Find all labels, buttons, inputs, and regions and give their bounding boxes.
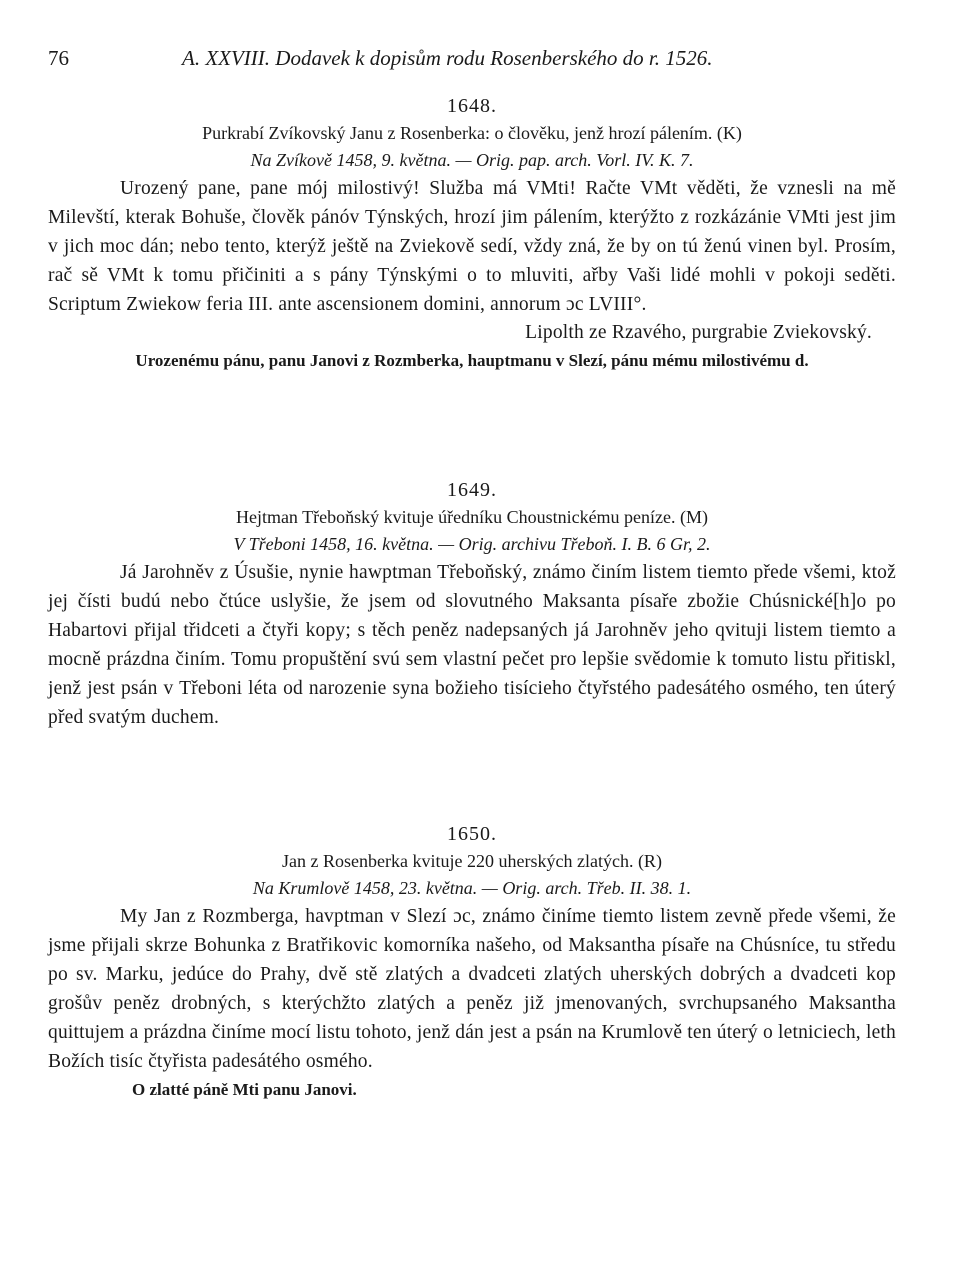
page-number: 76 bbox=[48, 46, 69, 70]
document-number: 1649. bbox=[447, 479, 497, 501]
document-source: V Třeboni 1458, 16. května. — Orig. archivu Třeboň. I. B. 6 Gr, 2. bbox=[233, 534, 711, 554]
document-address: Urozenému pánu, panu Janovi z Rozmberka, hauptmanu v Slezí, pánu mému milostivému d. bbox=[135, 351, 809, 370]
document-closing: O zlatté páně Mti panu Janovi. bbox=[132, 1080, 357, 1099]
document-body: Urozený pane, pane mój milostivý! Služba má VMti! Račte VMt věděti, že vznesli na mě Milevští, kterak Bohuše, člověk pánóv Týnských, hrozí jim pálením, kterýžto z rozkázánie VMti jest jim v jich moc dán; nebo tento, kterýž ještě na Zviekově sedí, vždy zná, že by on tú ženú vinen byl. Prosím, rač sě VMt k tomu přičiniti a s pány Týnskými o to mluviti, ařby Vaši lidé mohli v pokoji seděti. Scriptum Zwiekow feria III. ante ascensionem domini, annorum ɔc LVIII°. bbox=[48, 178, 896, 315]
document-number: 1650. bbox=[447, 823, 497, 845]
document-body: My Jan z Rozmberga, havptman v Slezí ɔc, známo činíme tiemto listem zevně přede všemi, že jsme přijali skrze Bohunka z Bratřikovic komorníka našeho, od Maksantha písaře na Chúsníce, tu středu po sv. Marku, jedúce do Prahy, dvě stě zlatých a dvadceti zlatých uherských dobrých a dvadceti kop grošův peněz drobných, s kterýchžto zlatých a peněz již jmenovaných, svrchupsaného Maksantha quittujem a prázdna činíme mocí listu tohoto, jenž dán jest a psán na Krumlově ten úterý o letniciech, leth Božích tisíc čtyřista padesátého osmého. bbox=[48, 906, 896, 1072]
page-header bbox=[48, 46, 896, 72]
document-number: 1648. bbox=[447, 95, 497, 117]
running-head: A. XXVIII. Dodavek k dopisům rodu Rosenberského do r. 1526. bbox=[182, 46, 713, 70]
document-title: Purkrabí Zvíkovský Janu z Rosenberka: o člověku, jenž hrozí pálením. (K) bbox=[202, 123, 742, 143]
document-title: Hejtman Třeboňský kvituje úředníku Choustnickému peníze. (M) bbox=[235, 507, 709, 527]
document-1650 bbox=[48, 820, 896, 1104]
document-title: Jan z Rosenberka kvituje 220 uherských zlatých. (R) bbox=[282, 851, 662, 871]
document-1649 bbox=[48, 476, 896, 732]
document-source: Na Krumlově 1458, 23. května. — Orig. arch. Třeb. II. 38. 1. bbox=[252, 878, 692, 898]
document-body: Já Jarohněv z Úsušie, nynie hawptman Třeboňský, známo činím listem tiemto přede všemi, ktož jej čísti budú nebo čtúce uslyšie, že jsem od slovutného Maksanta písaře zbožie Chúsnické[h]o po Habartovi přijal třidceti a čtyři kopy; s těch peněz nadepsaných já Jarohněv jeho qvituji listem tiemto a mocně prázdna činím. Tomu propuštění svú sem vlastní pečet pro lepšie svědomie k tomuto listu přitiskl, jenž jest psán v Třeboni léta od narozenie syna božieho tisícieho čtyřstého padesátého osmého, ten úterý před svatým duchem. bbox=[48, 562, 896, 728]
document-signature: Lipolth ze Rzavého, purgrabie Zviekovský. bbox=[525, 322, 872, 343]
document-source: Na Zvíkově 1458, 9. května. — Orig. pap. arch. Vorl. IV. K. 7. bbox=[250, 150, 694, 170]
document-1648 bbox=[48, 92, 896, 375]
